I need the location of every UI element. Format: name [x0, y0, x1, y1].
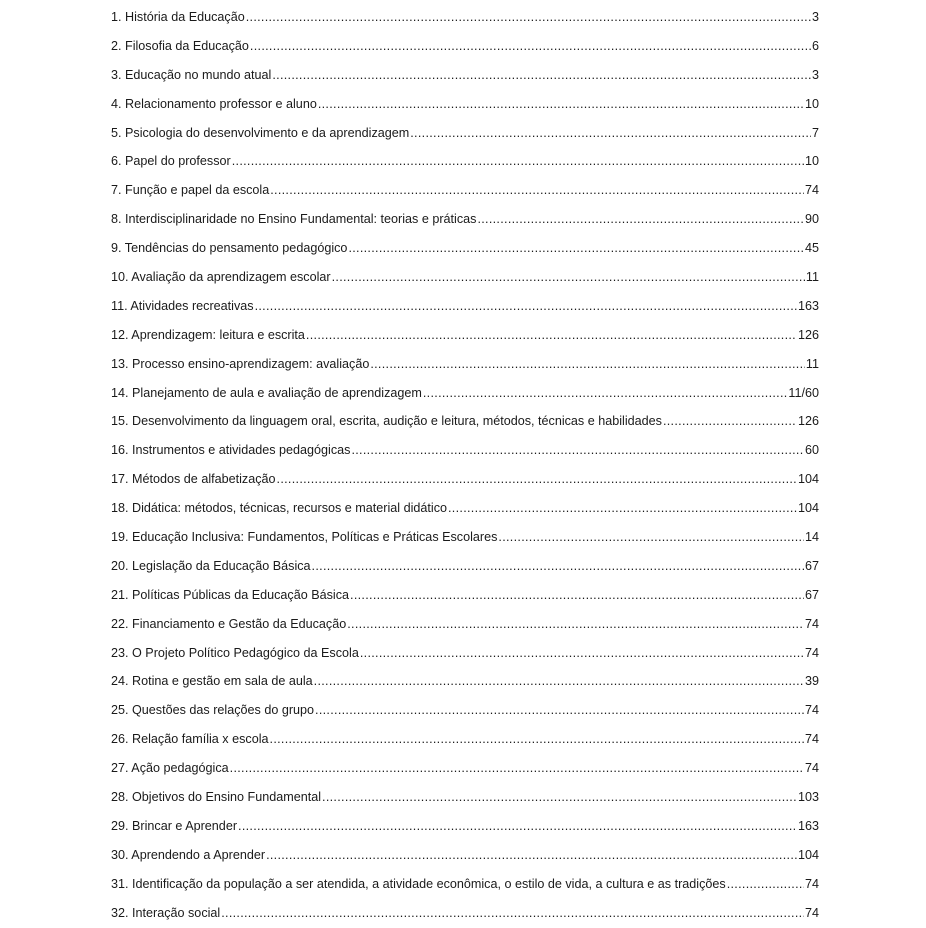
toc-dot-leader: [351, 436, 804, 465]
toc-entry: [111, 870, 819, 899]
toc-entry: [111, 552, 819, 581]
toc-entry: [111, 465, 819, 494]
toc-entry: [111, 379, 819, 408]
toc-entry-title: 24. Rotina e gestão em sala de aula: [111, 674, 313, 689]
toc-entry-title: 22. Financiamento e Gestão da Educação: [111, 616, 347, 631]
toc-entry-page: 74: [804, 732, 819, 747]
toc-dot-leader: [272, 61, 811, 90]
toc-dot-leader: [246, 3, 811, 32]
toc-entry: [111, 321, 819, 350]
toc-entry-title: 18. Didática: métodos, técnicas, recursos e material didático: [111, 501, 447, 516]
toc-entry-page: 74: [804, 905, 819, 920]
toc-dot-leader: [350, 581, 804, 610]
toc-dot-leader: [315, 696, 804, 725]
toc-entry-page: 45: [804, 241, 819, 256]
toc-entry-title: 30. Aprendendo a Aprender: [111, 847, 266, 862]
toc-dot-leader: [318, 90, 804, 119]
toc-entry-title: 11. Atividades recreativas: [111, 298, 254, 313]
toc-dot-leader: [448, 494, 797, 523]
toc-entry: [111, 234, 819, 263]
toc-entry-title: 3. Educação no mundo atual: [111, 67, 272, 82]
toc-dot-leader: [314, 667, 804, 696]
toc-entry-page: 11: [805, 356, 819, 371]
toc-entry-page: 10: [804, 154, 819, 169]
toc-entry-title: 7. Função e papel da escola: [111, 183, 270, 198]
toc-entry: [111, 292, 819, 321]
toc-entry-page: 74: [804, 703, 819, 718]
toc-entry-title: 28. Objetivos do Ensino Fundamental: [111, 790, 322, 805]
toc-dot-leader: [498, 523, 804, 552]
toc-entry-title: 29. Brincar e Aprender: [111, 818, 238, 833]
toc-entry-page: 11: [805, 270, 819, 285]
toc-entry-page: 163: [797, 298, 819, 313]
toc-entry-title: 16. Instrumentos e atividades pedagógicas: [111, 443, 351, 458]
toc-entry-page: 104: [797, 472, 819, 487]
toc-entry: [111, 90, 819, 119]
toc-entry-title: 25. Questões das relações do grupo: [111, 703, 315, 718]
toc-dot-leader: [332, 263, 805, 292]
toc-entry-title: 17. Métodos de alfabetização: [111, 472, 276, 487]
toc-entry-page: 90: [804, 212, 819, 227]
toc-entry-page: 3: [811, 67, 819, 82]
toc-entry: [111, 147, 819, 176]
toc-entry: [111, 696, 819, 725]
toc-entry: [111, 610, 819, 639]
toc-entry-title: 14. Planejamento de aula e avaliação de aprendizagem: [111, 385, 422, 400]
toc-entry-page: 60: [804, 443, 819, 458]
toc-entry-page: 126: [797, 414, 819, 429]
toc-dot-leader: [250, 32, 811, 61]
toc-entry-page: 39: [804, 674, 819, 689]
toc-dot-leader: [663, 407, 797, 436]
toc-entry-title: 15. Desenvolvimento da linguagem oral, escrita, audição e leitura, métodos, técnicas e habilidades: [111, 414, 662, 429]
toc-dot-leader: [270, 725, 804, 754]
toc-entry-page: 103: [797, 790, 819, 805]
toc-entry-title: 21. Políticas Públicas da Educação Básica: [111, 587, 350, 602]
toc-entry-page: 67: [804, 587, 819, 602]
toc-entry: [111, 176, 819, 205]
toc-dot-leader: [232, 147, 804, 176]
toc-entry: [111, 639, 819, 668]
toc-dot-leader: [423, 379, 788, 408]
toc-entry-title: 6. Papel do professor: [111, 154, 231, 169]
toc-entry-title: 20. Legislação da Educação Básica: [111, 558, 311, 573]
toc-entry-page: 67: [804, 558, 819, 573]
toc-entry-title: 8. Interdisciplinaridade no Ensino Fundamental: teorias e práticas: [111, 212, 477, 227]
toc-entry: [111, 263, 819, 292]
toc-entry: [111, 812, 819, 841]
toc-dot-leader: [348, 234, 804, 263]
toc-entry-page: 6: [811, 38, 819, 53]
toc-entry: [111, 119, 819, 148]
toc-entry: [111, 436, 819, 465]
toc-dot-leader: [347, 610, 804, 639]
toc-entry: [111, 783, 819, 812]
toc-dot-leader: [277, 465, 797, 494]
toc-entry-page: 74: [804, 183, 819, 198]
toc-entry: [111, 205, 819, 234]
toc-dot-leader: [360, 639, 804, 668]
toc-entry-page: 7: [811, 125, 819, 140]
table-of-contents: [111, 3, 819, 928]
toc-entry-title: 1. História da Educação: [111, 10, 245, 24]
toc-entry: [111, 523, 819, 552]
toc-dot-leader: [230, 754, 804, 783]
toc-entry-page: 10: [804, 96, 819, 111]
toc-entry-title: 23. O Projeto Político Pedagógico da Escola: [111, 645, 359, 660]
toc-entry-title: 13. Processo ensino-aprendizagem: avaliação: [111, 356, 370, 371]
toc-dot-leader: [270, 176, 804, 205]
toc-entry-title: 27. Ação pedagógica: [111, 761, 229, 776]
toc-entry-page: 74: [804, 616, 819, 631]
toc-entry-page: 104: [797, 847, 819, 862]
toc-entry: [111, 581, 819, 610]
toc-entry-page: 74: [804, 645, 819, 660]
toc-dot-leader: [255, 292, 797, 321]
toc-entry: [111, 61, 819, 90]
toc-dot-leader: [238, 812, 797, 841]
toc-entry-title: 10. Avaliação da aprendizagem escolar: [111, 270, 331, 285]
toc-dot-leader: [727, 870, 804, 899]
toc-entry-page: 74: [804, 761, 819, 776]
toc-dot-leader: [322, 783, 797, 812]
toc-entry-page: 74: [804, 876, 819, 891]
toc-dot-leader: [370, 350, 805, 379]
toc-entry-page: 104: [797, 501, 819, 516]
toc-dot-leader: [477, 205, 804, 234]
toc-entry-title: 32. Interação social: [111, 905, 221, 920]
toc-entry-page: 11/60: [788, 385, 819, 400]
toc-entry-title: 2. Filosofia da Educação: [111, 38, 249, 53]
toc-entry-title: 31. Identificação da população a ser atendida, a atividade econômica, o estilo de vida, a cultura e as tradições: [111, 876, 726, 891]
toc-entry-title: 12. Aprendizagem: leitura e escrita: [111, 327, 305, 342]
toc-entry: [111, 3, 819, 32]
toc-entry: [111, 32, 819, 61]
toc-entry: [111, 667, 819, 696]
toc-dot-leader: [266, 841, 797, 870]
toc-entry-title: 26. Relação família x escola: [111, 732, 269, 747]
toc-entry: [111, 350, 819, 379]
toc-entry-page: 126: [797, 327, 819, 342]
toc-entry: [111, 899, 819, 928]
toc-entry: [111, 494, 819, 523]
toc-entry: [111, 841, 819, 870]
toc-entry-page: 3: [811, 10, 819, 24]
toc-entry: [111, 407, 819, 436]
toc-entry-page: 163: [797, 818, 819, 833]
toc-entry: [111, 754, 819, 783]
toc-entry-page: 14: [804, 530, 819, 545]
toc-entry-title: 5. Psicologia do desenvolvimento e da aprendizagem: [111, 125, 410, 140]
toc-dot-leader: [221, 899, 804, 928]
toc-entry-title: 9. Tendências do pensamento pedagógico: [111, 241, 348, 256]
toc-entry-title: 4. Relacionamento professor e aluno: [111, 96, 317, 111]
toc-dot-leader: [312, 552, 804, 581]
toc-entry: [111, 725, 819, 754]
toc-entry-title: 19. Educação Inclusiva: Fundamentos, Políticas e Práticas Escolares: [111, 530, 498, 545]
toc-dot-leader: [306, 321, 797, 350]
toc-dot-leader: [410, 119, 811, 148]
